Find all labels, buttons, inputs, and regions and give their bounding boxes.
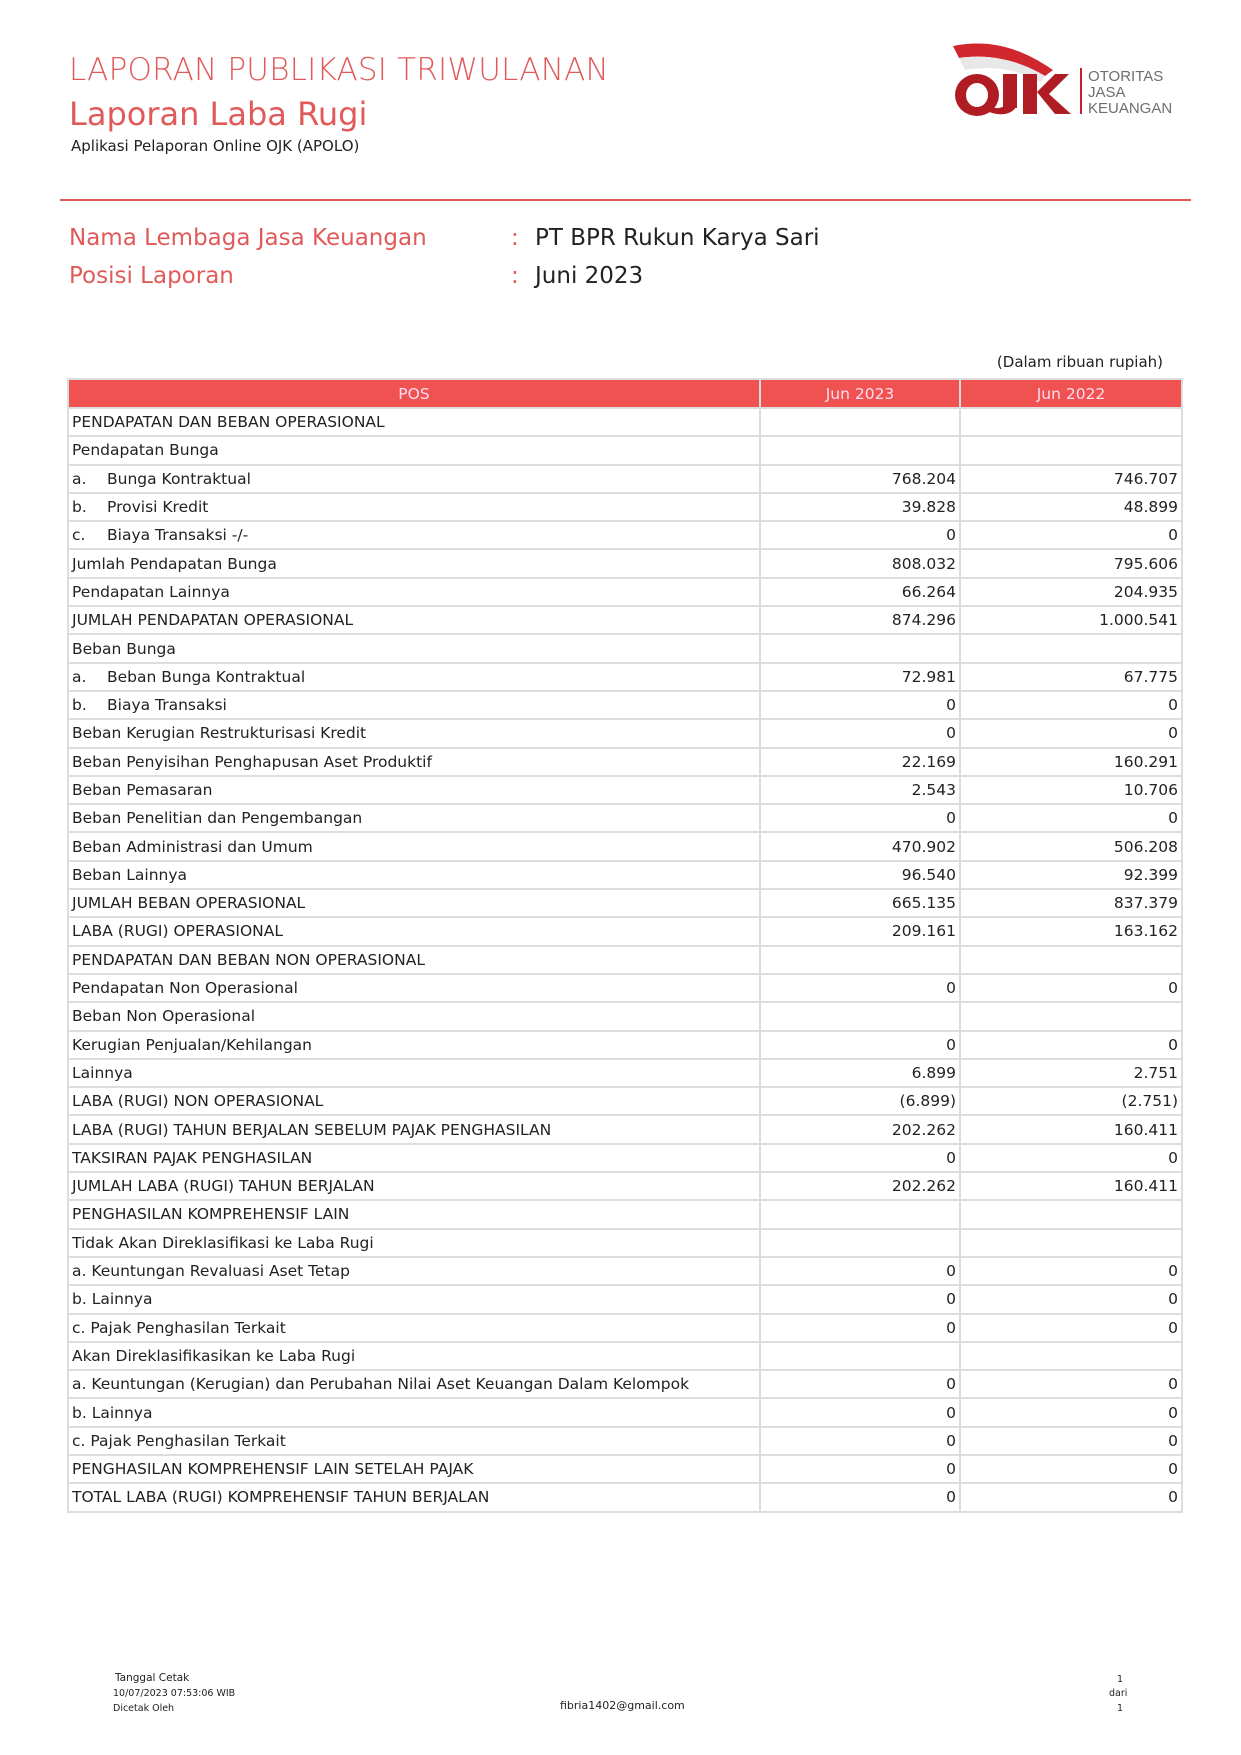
row-label: PENGHASILAN KOMPREHENSIF LAIN [72,1205,350,1224]
row-label-cell [68,521,760,549]
table-row [68,804,1182,832]
page-current: 1 [1117,1674,1124,1685]
row-label-cell [68,663,760,691]
value-jun-2023: 209.161 [760,917,960,945]
row-label: Beban Pemasaran [72,781,213,799]
table-row [68,634,1182,662]
value-jun-2022: 837.379 [960,889,1182,917]
row-label: Pendapatan Non Operasional [72,979,298,998]
column-header-jun-2022: Jun 2022 [960,379,1182,408]
table-row [68,1059,1182,1087]
row-label-cell [68,691,760,719]
table-row [68,889,1182,917]
value-jun-2022: 0 [960,1144,1182,1172]
row-prefix: b. [72,696,87,715]
app-name: Aplikasi Pelaporan Online OJK (APOLO) [71,137,360,155]
value-jun-2022: 0 [960,1257,1182,1285]
table-row [68,493,1182,521]
row-label: Pendapatan Bunga [72,441,219,460]
table-row [68,1144,1182,1172]
row-label-cell [68,889,760,917]
page-total: 1 [1117,1703,1124,1714]
value-jun-2023 [760,946,960,974]
value-jun-2022: 163.162 [960,917,1182,945]
row-label-cell [68,1087,760,1115]
ojk-logo [945,40,1185,125]
row-label: b. Lainnya [72,1403,153,1422]
value-jun-2022 [960,1200,1182,1228]
value-jun-2023: (6.899) [760,1087,960,1115]
row-label-cell [68,578,760,606]
value-jun-2023: 0 [760,804,960,832]
value-jun-2022: 160.411 [960,1115,1182,1143]
value-jun-2023: 0 [760,1455,960,1483]
value-jun-2023: 0 [760,719,960,747]
row-prefix: a. [72,469,87,488]
value-jun-2023: 0 [760,1483,960,1511]
row-label: Beban Bunga Kontraktual [107,667,306,686]
row-label: a. Keuntungan (Kerugian) dan Perubahan Nilai Aset Keuangan Dalam Kelompok [72,1375,690,1394]
value-jun-2022: 0 [960,1398,1182,1426]
value-jun-2022 [960,1342,1182,1370]
row-label: Biaya Transaksi [107,696,227,715]
row-prefix: a. [72,667,87,686]
table-row [68,1115,1182,1143]
value-jun-2023: 0 [760,691,960,719]
svg-text:JASA: JASA [1088,84,1126,101]
value-jun-2023: 0 [760,1144,960,1172]
row-label-cell [68,1200,760,1228]
row-label-cell [68,408,760,436]
value-jun-2023: 2.543 [760,776,960,804]
value-jun-2023: 874.296 [760,606,960,634]
value-jun-2023: 39.828 [760,493,960,521]
row-label: LABA (RUGI) OPERASIONAL [72,922,284,941]
value-jun-2022: 0 [960,521,1182,549]
row-label-cell [68,804,760,832]
table-row [68,1031,1182,1059]
period-value: Juni 2023 [535,263,644,289]
row-label-cell [68,1342,760,1370]
table-row [68,861,1182,889]
value-jun-2022: 2.751 [960,1059,1182,1087]
table-row [68,408,1182,436]
value-jun-2022 [960,408,1182,436]
separator: : [511,225,519,251]
income-statement-table [67,378,1183,1513]
row-label-cell [68,1483,760,1511]
row-label: JUMLAH PENDAPATAN OPERASIONAL [72,611,354,630]
value-jun-2022 [960,436,1182,464]
value-jun-2023: 0 [760,1314,960,1342]
value-jun-2022: 1.000.541 [960,606,1182,634]
row-label-cell [68,748,760,776]
value-jun-2022: 0 [960,1314,1182,1342]
institution-label: Nama Lembaga Jasa Keuangan [69,225,427,251]
report-subtitle: Laporan Laba Rugi [69,95,368,133]
row-label: Pendapatan Lainnya [72,582,230,601]
value-jun-2023: 72.981 [760,663,960,691]
table-row [68,663,1182,691]
row-label-cell [68,1285,760,1313]
table-row [68,1398,1182,1426]
row-label: Beban Bunga [72,639,176,658]
row-label-cell [68,1427,760,1455]
value-jun-2023 [760,1342,960,1370]
value-jun-2023: 202.262 [760,1172,960,1200]
row-label: Tidak Akan Direklasifikasi ke Laba Rugi [72,1233,374,1252]
table-row [68,1087,1182,1115]
value-jun-2023: 0 [760,974,960,1002]
value-jun-2023: 808.032 [760,549,960,577]
table-row [68,1342,1182,1370]
value-jun-2022: 92.399 [960,861,1182,889]
row-label: Bunga Kontraktual [107,469,251,488]
table-row [68,1002,1182,1030]
value-jun-2022: 0 [960,1285,1182,1313]
row-label-cell [68,1115,760,1143]
value-jun-2022: 0 [960,1455,1182,1483]
value-jun-2022: 0 [960,691,1182,719]
row-prefix: c. [72,526,86,545]
row-label-cell [68,1002,760,1030]
column-header-pos: POS [68,379,760,408]
row-label: PENGHASILAN KOMPREHENSIF LAIN SETELAH PAJAK [72,1460,474,1479]
table-row [68,691,1182,719]
table-row [68,606,1182,634]
row-label-cell [68,832,760,860]
value-jun-2022: 160.291 [960,748,1182,776]
table-row [68,1257,1182,1285]
value-jun-2023: 768.204 [760,465,960,493]
table-row [68,1172,1182,1200]
table-row [68,719,1182,747]
row-label-cell [68,1059,760,1087]
row-label-cell [68,1229,760,1257]
ojk-logo-icon [945,40,1185,125]
row-label: c. Pajak Penghasilan Terkait [72,1431,286,1450]
row-label: JUMLAH LABA (RUGI) TAHUN BERJALAN [72,1177,375,1196]
unit-note: (Dalam ribuan rupiah) [996,353,1163,371]
value-jun-2023 [760,436,960,464]
table-row [68,1314,1182,1342]
row-label: Beban Penelitian dan Pengembangan [72,809,363,828]
header-divider [60,199,1191,201]
row-label: Jumlah Pendapatan Bunga [72,554,277,573]
row-label: JUMLAH BEBAN OPERASIONAL [72,894,306,913]
value-jun-2022: 160.411 [960,1172,1182,1200]
row-label-cell [68,974,760,1002]
value-jun-2023 [760,1002,960,1030]
row-label-cell [68,776,760,804]
row-label: LABA (RUGI) NON OPERASIONAL [72,1092,324,1111]
row-label: Akan Direklasifikasikan ke Laba Rugi [72,1346,356,1365]
row-label: Beban Administrasi dan Umum [72,837,313,856]
value-jun-2022: 746.707 [960,465,1182,493]
table-header-row [68,379,1182,408]
value-jun-2023: 6.899 [760,1059,960,1087]
value-jun-2022: 67.775 [960,663,1182,691]
value-jun-2023 [760,408,960,436]
value-jun-2023 [760,634,960,662]
table-row [68,465,1182,493]
value-jun-2023: 0 [760,1370,960,1398]
column-header-jun-2023: Jun 2023 [760,379,960,408]
table-row [68,436,1182,464]
value-jun-2022: 0 [960,804,1182,832]
table-row [68,946,1182,974]
value-jun-2022: 506.208 [960,832,1182,860]
value-jun-2023: 202.262 [760,1115,960,1143]
value-jun-2022: 0 [960,974,1182,1002]
row-label: Beban Kerugian Restrukturisasi Kredit [72,724,367,743]
value-jun-2022 [960,946,1182,974]
table-row [68,1200,1182,1228]
table-row [68,521,1182,549]
row-label: Lainnya [72,1063,133,1082]
value-jun-2022: 0 [960,1427,1182,1455]
table-row [68,748,1182,776]
value-jun-2022: 0 [960,1031,1182,1059]
table-row [68,578,1182,606]
table-row [68,917,1182,945]
table-row [68,1370,1182,1398]
row-label: c. Pajak Penghasilan Terkait [72,1318,286,1337]
value-jun-2022: 10.706 [960,776,1182,804]
value-jun-2023: 665.135 [760,889,960,917]
value-jun-2022 [960,1229,1182,1257]
value-jun-2023: 96.540 [760,861,960,889]
row-label: Biaya Transaksi -/- [107,526,249,545]
print-date-label: Tanggal Cetak [115,1672,190,1684]
print-date-value: 10/07/2023 07:53:06 WIB [113,1688,236,1699]
value-jun-2023 [760,1229,960,1257]
row-label-cell [68,1455,760,1483]
row-label-cell [68,634,760,662]
row-label-cell [68,1314,760,1342]
table-row [68,1229,1182,1257]
value-jun-2022: 0 [960,1483,1182,1511]
svg-text:KEUANGAN: KEUANGAN [1088,100,1173,117]
row-label-cell [68,436,760,464]
value-jun-2023 [760,1200,960,1228]
row-label-cell [68,1398,760,1426]
table-row [68,776,1182,804]
row-label: PENDAPATAN DAN BEBAN NON OPERASIONAL [72,950,425,969]
row-label-cell [68,549,760,577]
row-label-cell [68,1144,760,1172]
table-row [68,1455,1182,1483]
row-label: Kerugian Penjualan/Kehilangan [72,1035,313,1054]
row-label-cell [68,1172,760,1200]
row-label-cell [68,946,760,974]
row-label: TAKSIRAN PAJAK PENGHASILAN [72,1148,313,1167]
value-jun-2022: 204.935 [960,578,1182,606]
page-of-label: dari [1109,1688,1128,1699]
row-label: LABA (RUGI) TAHUN BERJALAN SEBELUM PAJAK PENGHASILAN [72,1120,552,1139]
row-label-cell [68,861,760,889]
value-jun-2023: 22.169 [760,748,960,776]
svg-text:OTORITAS: OTORITAS [1088,68,1164,85]
value-jun-2022 [960,634,1182,662]
row-label: Beban Penyisihan Penghapusan Aset Produktif [72,752,432,771]
row-label-cell [68,917,760,945]
row-label-cell [68,1031,760,1059]
value-jun-2022 [960,1002,1182,1030]
row-label: Beban Non Operasional [72,1007,256,1026]
value-jun-2022: 795.606 [960,549,1182,577]
row-label-cell [68,606,760,634]
value-jun-2023: 0 [760,521,960,549]
table-row [68,974,1182,1002]
table-row [68,549,1182,577]
table-body [68,408,1182,1512]
value-jun-2022: 48.899 [960,493,1182,521]
row-label: a. Keuntungan Revaluasi Aset Tetap [72,1262,350,1281]
row-label: Beban Lainnya [72,865,188,884]
printed-by-value: fibria1402@gmail.com [560,1699,685,1712]
value-jun-2023: 0 [760,1427,960,1455]
table-row [68,832,1182,860]
row-label-cell [68,465,760,493]
institution-value: PT BPR Rukun Karya Sari [535,225,820,251]
table-row [68,1285,1182,1313]
row-label-cell [68,493,760,521]
row-label: b. Lainnya [72,1290,153,1309]
row-prefix: b. [72,498,87,517]
row-label-cell [68,1370,760,1398]
printed-by-label: Dicetak Oleh [113,1703,175,1714]
separator: : [511,263,519,289]
report-title: LAPORAN PUBLIKASI TRIWULANAN [69,52,609,88]
row-label-cell [68,719,760,747]
row-label: TOTAL LABA (RUGI) KOMPREHENSIF TAHUN BERJALAN [72,1488,490,1507]
value-jun-2022: 0 [960,1370,1182,1398]
table-row [68,1483,1182,1511]
row-label: PENDAPATAN DAN BEBAN OPERASIONAL [72,413,385,432]
row-label-cell [68,1257,760,1285]
value-jun-2023: 66.264 [760,578,960,606]
value-jun-2023: 0 [760,1398,960,1426]
value-jun-2023: 0 [760,1257,960,1285]
value-jun-2023: 470.902 [760,832,960,860]
value-jun-2022: (2.751) [960,1087,1182,1115]
value-jun-2023: 0 [760,1031,960,1059]
value-jun-2022: 0 [960,719,1182,747]
row-label: Provisi Kredit [107,498,209,517]
table-row [68,1427,1182,1455]
period-label: Posisi Laporan [69,263,234,289]
value-jun-2023: 0 [760,1285,960,1313]
